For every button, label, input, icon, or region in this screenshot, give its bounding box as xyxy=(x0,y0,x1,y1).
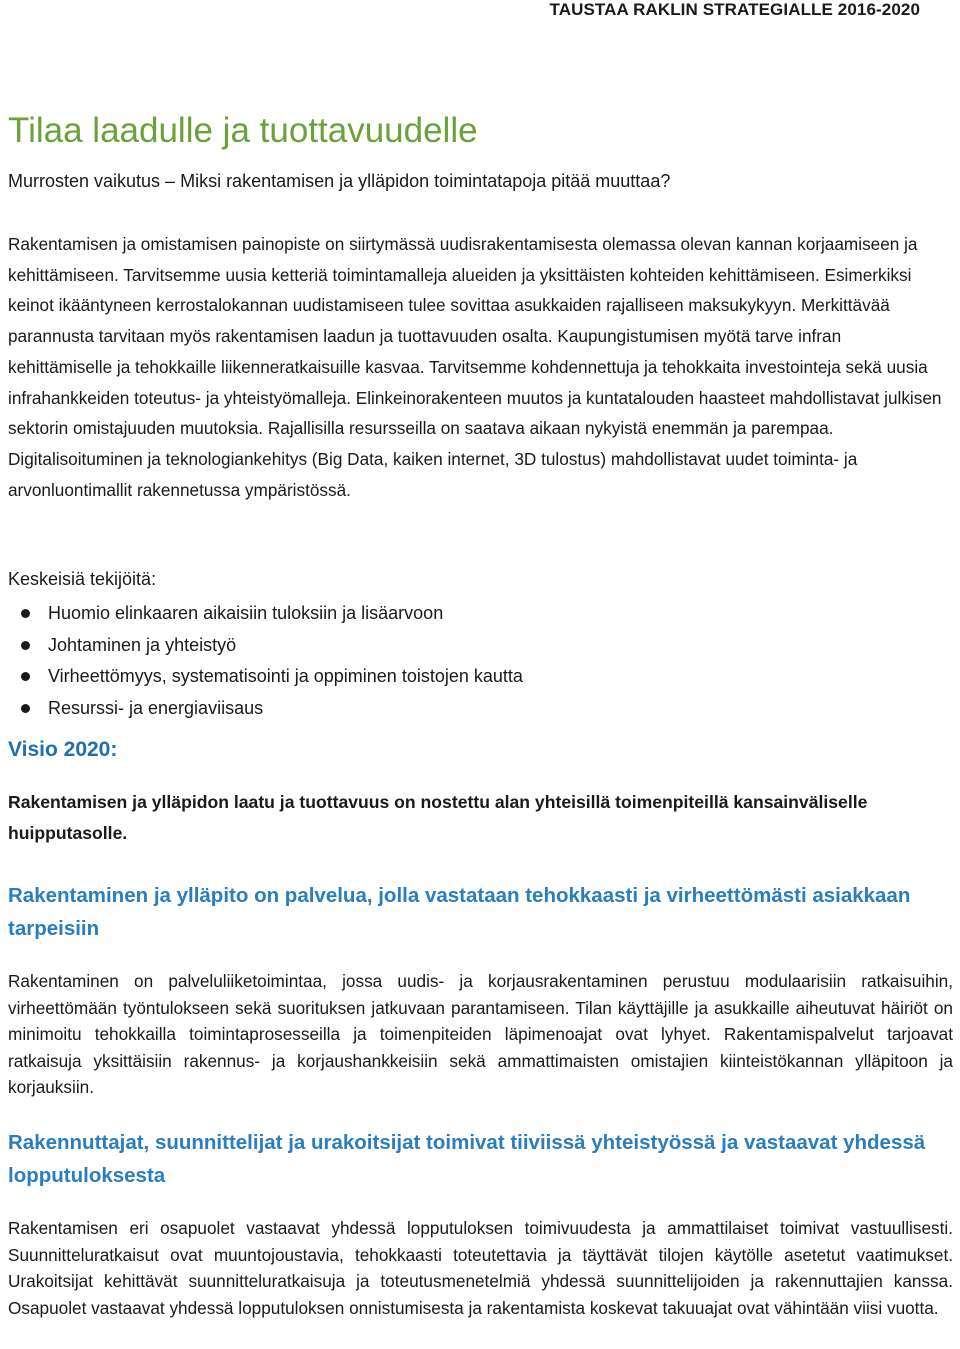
list-item-text: Johtaminen ja yhteistyö xyxy=(48,634,237,655)
section-heading-service: Rakentaminen ja ylläpito on palvelua, jolla vastataan tehokkaasti ja virheettömästi asiakkaan tarpeisiin xyxy=(8,884,911,940)
list-item xyxy=(8,693,523,725)
page-title: Tilaa laadulle ja tuottavuudelle xyxy=(8,111,478,150)
bullet-icon xyxy=(21,672,30,681)
list-item-text: Virheettömyys, systematisointi ja oppiminen toistojen kautta xyxy=(48,666,523,686)
vision-statement: Rakentamisen ja ylläpidon laatu ja tuottavuus on nostettu alan yhteisillä toimenpiteillä kansainväliselle huipputasolle. xyxy=(8,792,868,843)
list-item-text: Resurssi- ja energiaviisaus xyxy=(48,697,264,718)
section-body-service: Rakentaminen on palveluliiketoimintaa, jossa uudis- ja korjausrakentaminen perustuu modulaarisiin ratkaisuihin, virheettömään työntulokseen sekä suorituksen jatkuvaan parantamiseen. Tilan käyttäjille ja asukkaille aiheutuvat häiriöt on minimoitu tehokkailla toimintaprosesseilla ja toimenpiteiden läpimenoajat ovat lyhyet. Rakentamispalvelut tarjoavat ratkaisuja yksittäisiin rakennus- ja korjaushankkeisiin sekä ammattimaisten omistajien kiinteistökannan ylläpitoon ja korjauksiin. xyxy=(8,971,953,1098)
list-item xyxy=(8,598,523,630)
list-item xyxy=(8,630,523,662)
list-item-text: Huomio elinkaaren aikaisiin tuloksiin ja lisäarvoon xyxy=(48,603,444,623)
section-body-collaboration: Rakentamisen eri osapuolet vastaavat yhdessä lopputuloksen toimivuudesta ja ammattilaiset toimivat vastuullisesti. Suunnitteluratkaisut ovat muuntojoustavia, tehokkaasti toteutettavia ja täyttävät tilojen käytölle asetetut vaatimukset. Urakoitsijat kehittävät suunnitteluratkaisuja ja toteutusmenetelmiä yhdessä suunnittelijoiden ja rakennuttajien kanssa. Osapuolet vastaavat yhdessä lopputuloksen onnistumisesta ja rakentamista koskevat takuuajat ovat vähintään viisi vuotta. xyxy=(8,1218,953,1318)
bullet-icon xyxy=(21,704,30,713)
bullet-icon xyxy=(21,609,30,618)
list-item xyxy=(8,661,523,693)
intro-paragraph: Rakentamisen ja omistamisen painopiste on siirtymässä uudisrakentamisesta olemassa olevan kannan korjaamiseen ja kehittämiseen. Tarvitsemme uusia ketteriä toimintamalleja alueiden ja yksittäisten kohteiden kehittämiseen. Esimerkiksi keinot ikääntyneen kerrostalokannan uudistamiseen tulee sovittaa asukkaiden rajalliseen maksukykyyn. Merkittävää parannusta tarvitaan myös rakentamisen laadun ja tuottavuuden osalta. Kaupungistumisen myötä tarve infran kehittämiselle ja tehokkaille liikenneratkaisuille kasvaa. Tarvitsemme kohdennettuja ja tehokkaita investointeja sekä uusia infrahankkeiden toteutus- ja yhteistyömalleja. Elinkeinorakenteen muutos ja kuntatalouden haasteet mahdollistavat julkisen sektorin omistajuuden muutoksia. Rajallisilla resursseilla on saatava aikaan nykyistä enemmän ja parempaa. Digitalisoituminen ja teknologiankehitys (Big Data, kaiken internet, 3D tulostus) mahdollistavat uudet toiminta- ja arvonluontimallit rakennetussa ympäristössä. xyxy=(8,234,942,500)
key-factors-list xyxy=(8,598,523,724)
vision-heading: Visio 2020: xyxy=(8,738,118,761)
document-header: TAUSTAA RAKLIN STRATEGIALLE 2016-2020 xyxy=(549,0,920,19)
bullet-icon xyxy=(21,641,30,650)
section-heading-collaboration: Rakennuttajat, suunnittelijat ja urakoitsijat toimivat tiiviissä yhteistyössä ja vastaavat yhdessä lopputuloksesta xyxy=(8,1131,926,1187)
subtitle: Murrosten vaikutus – Miksi rakentamisen ja ylläpidon toimintatapoja pitää muuttaa? xyxy=(8,171,671,191)
key-factors-label: Keskeisiä tekijöitä: xyxy=(8,569,157,589)
